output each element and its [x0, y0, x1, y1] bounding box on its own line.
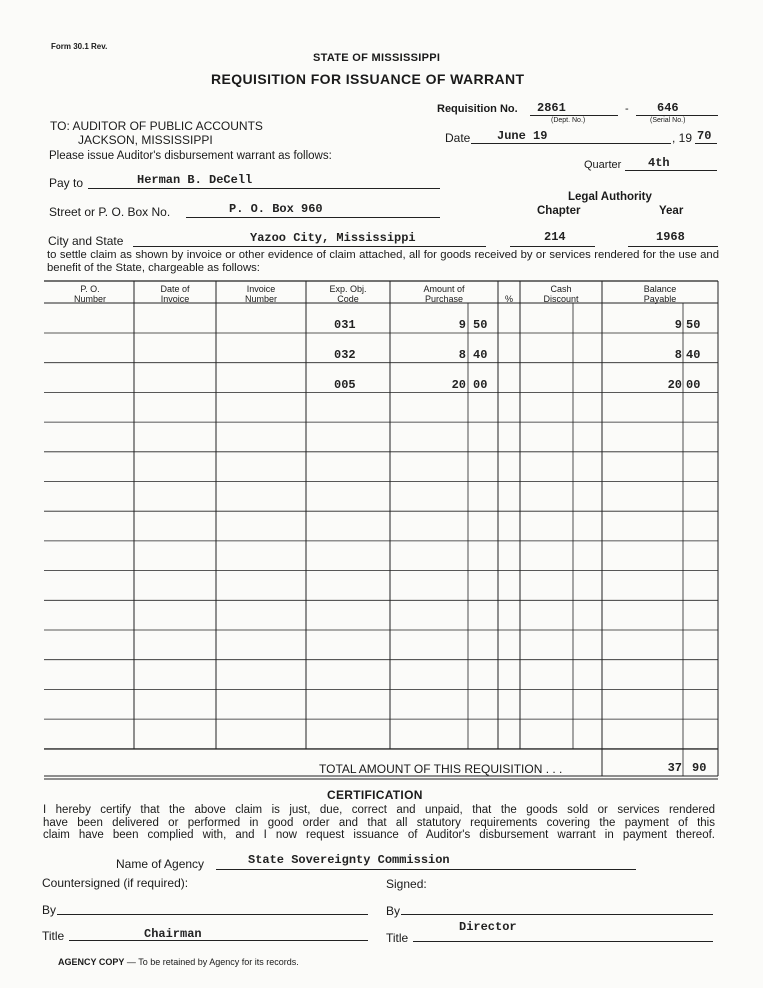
agency-copy-label: AGENCY COPY	[58, 957, 125, 967]
certification-title: CERTIFICATION	[327, 788, 423, 802]
legal-authority-title: Legal Authority	[568, 191, 652, 203]
title-field-left[interactable]: Chairman	[144, 927, 202, 941]
instruction-text: Please issue Auditor's disbursement warrant as follows:	[49, 150, 332, 162]
certification-line: have been delivered or performed in good order and that all statutory requirements covering the payment of this	[43, 816, 715, 829]
date-field[interactable]: June 19	[497, 129, 548, 143]
year-field[interactable]: 70	[697, 129, 712, 143]
certification-line: I hereby certify that the above claim is just, due, correct and unpaid, that the goods sold or services rendered	[43, 804, 715, 816]
certification-line: claim have been complied with, and I now request issuance of Auditor's disbursement warrant in payment thereof.	[43, 829, 715, 841]
total-cents[interactable]: 90	[692, 761, 707, 775]
title-label-right: Title	[386, 931, 409, 945]
row-balance-cents[interactable]: 00	[686, 378, 701, 392]
state-title: STATE OF MISSISSIPPI	[313, 52, 441, 64]
signed-label: Signed:	[386, 877, 427, 891]
street-label: Street or P. O. Box No.	[49, 205, 171, 219]
by-label-right: By	[386, 904, 401, 918]
total-dollars[interactable]: 37	[667, 761, 682, 775]
row-amount-dollars[interactable]: 9	[458, 318, 466, 332]
legal-year-field[interactable]: 1968	[656, 230, 685, 244]
dept-number-field[interactable]: 2861	[537, 101, 566, 115]
city-label: City and State	[48, 234, 124, 248]
header-cash-discount: Cash Discount	[543, 284, 579, 304]
agency-label: Name of Agency	[116, 857, 205, 871]
quarter-field[interactable]: 4th	[648, 156, 670, 170]
serial-number-field[interactable]: 646	[657, 101, 679, 115]
title-field-right[interactable]: Director	[459, 920, 517, 934]
requisition-dash: -	[625, 103, 629, 115]
requisition-label: Requisition No.	[437, 103, 518, 115]
title-label-left: Title	[42, 929, 65, 943]
pay-to-label: Pay to	[49, 176, 84, 190]
header-exp-obj-code: Exp. Obj. Code	[329, 284, 367, 304]
row-amount-dollars[interactable]: 20	[451, 378, 466, 392]
addressee-line2: JACKSON, MISSISSIPPI	[78, 133, 213, 147]
header-amount-of-purchase: Amount of Purchase	[423, 284, 465, 304]
year-label: Year	[659, 205, 684, 217]
row-amount-cents[interactable]: 40	[473, 348, 488, 362]
settle-claim-text: to settle claim as shown by invoice or other evidence of claim attached, all for goods received by or services rendered for the use and benefit of the State, chargeable as follows:	[47, 249, 719, 274]
header-date-of-invoice: Date of Invoice	[160, 284, 190, 304]
pay-to-field[interactable]: Herman B. DeCell	[137, 173, 253, 187]
dept-caption: (Dept. No.)	[551, 117, 586, 124]
total-label: TOTAL AMOUNT OF THIS REQUISITION . . .	[319, 762, 563, 776]
addressee-line1: TO: AUDITOR OF PUBLIC ACCOUNTS	[50, 119, 263, 133]
row-balance-dollars[interactable]: 8	[674, 348, 682, 362]
quarter-label: Quarter	[584, 159, 622, 171]
chapter-label: Chapter	[537, 205, 581, 217]
street-field[interactable]: P. O. Box 960	[229, 202, 323, 216]
form-number: Form 30.1 Rev.	[51, 42, 108, 51]
main-title: REQUISITION FOR ISSUANCE OF WARRANT	[211, 71, 525, 87]
countersigned-label: Countersigned (if required):	[42, 876, 189, 890]
header-po-number: P. O. Number	[73, 284, 106, 304]
agency-field[interactable]: State Sovereignty Commission	[248, 853, 450, 867]
date-label: Date	[445, 131, 471, 145]
row-balance-cents[interactable]: 40	[686, 348, 701, 362]
row-balance-dollars[interactable]: 9	[674, 318, 682, 332]
row-balance-dollars[interactable]: 20	[667, 378, 682, 392]
header-percent: %	[504, 294, 513, 304]
serial-caption: (Serial No.)	[650, 117, 686, 124]
header-balance-payable: Balance Payable	[643, 284, 677, 304]
row-code[interactable]: 032	[334, 348, 356, 362]
header-invoice-number: Invoice Number	[244, 284, 277, 304]
agency-copy-text: — To be retained by Agency for its records.	[124, 957, 299, 967]
by-label-left: By	[42, 903, 57, 917]
agency-copy-note	[58, 957, 299, 967]
row-balance-cents[interactable]: 50	[686, 318, 701, 332]
year-prefix: , 19	[672, 131, 693, 145]
row-amount-cents[interactable]: 00	[473, 378, 488, 392]
row-code[interactable]: 005	[334, 378, 356, 392]
certification-text	[43, 804, 715, 842]
chapter-field[interactable]: 214	[544, 230, 566, 244]
row-code[interactable]: 031	[334, 318, 356, 332]
city-field[interactable]: Yazoo City, Mississippi	[250, 231, 416, 245]
row-amount-dollars[interactable]: 8	[458, 348, 466, 362]
row-amount-cents[interactable]: 50	[473, 318, 488, 332]
